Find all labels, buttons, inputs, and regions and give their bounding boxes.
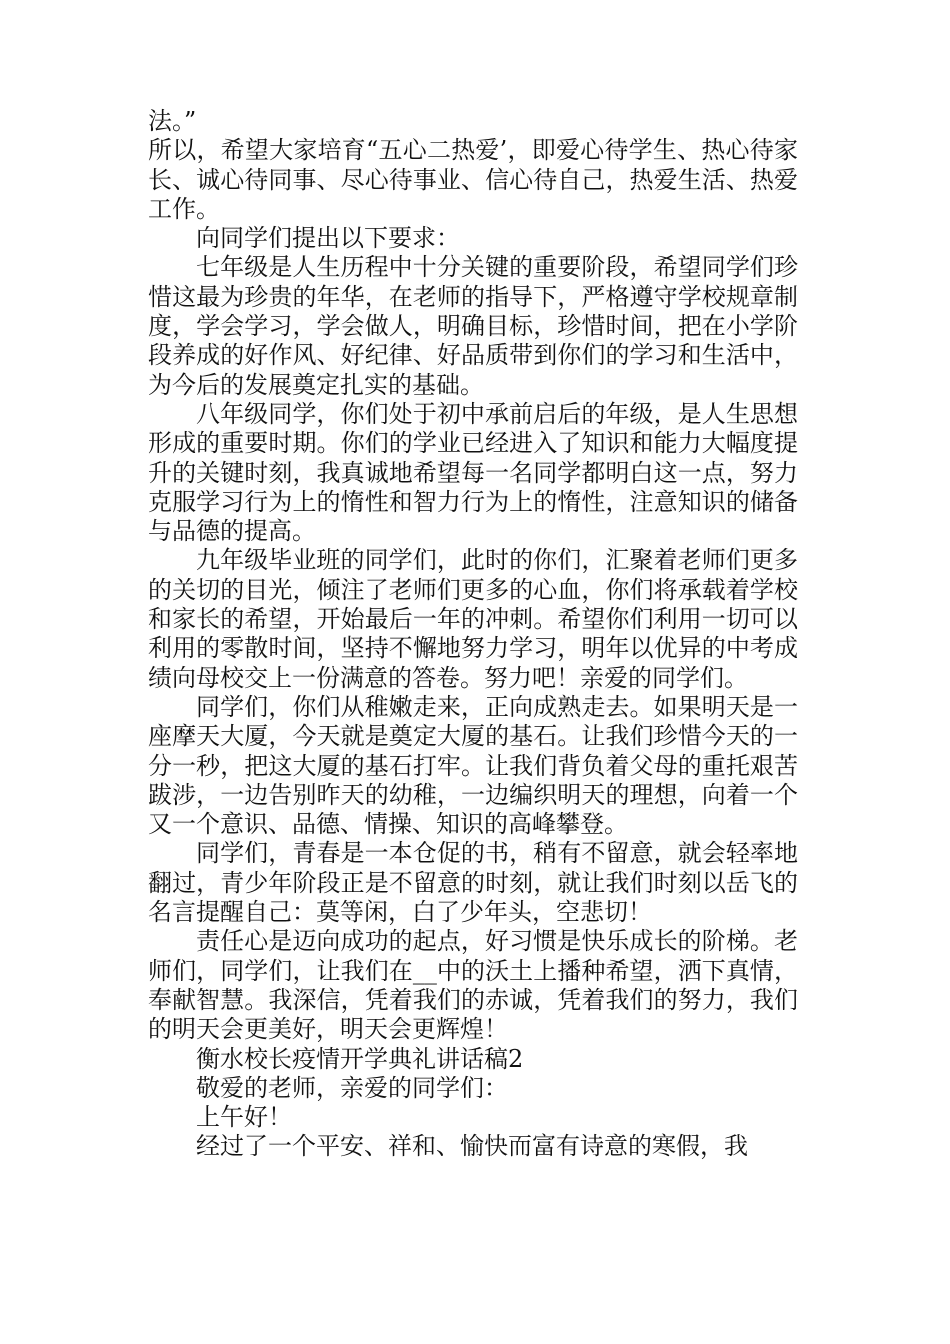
paragraph-1: 法。” xyxy=(148,107,197,135)
section-title: 衡水校长疫情开学典礼讲话稿2 xyxy=(196,1044,524,1073)
paragraph-4: 七年级是人生历程中十分关键的重要阶段，希望同学们珍惜这最为珍贵的年华，在老师的指导下，严格遵守学校规章制度，学会学习，学会做人，明确目标，珍惜时间，把在小学阶段养成的好作风、好纪律、好品质带到你们的学习和生活中，为今后的发展奠定扎实的基础。 xyxy=(148,253,798,399)
salutation: 敬爱的老师，亲爱的同学们： xyxy=(196,1073,508,1102)
paragraph-8: 同学们，青春是一本仓促的书，稍有不留意，就会轻率地翻过，青少年阶段正是不留意的时刻，就让我们时刻以岳飞的名言提醒自己：莫等闲，白了少年头，空悲切！ xyxy=(148,839,798,927)
document-page xyxy=(148,107,798,1162)
paragraph-6: 九年级毕业班的同学们，此时的你们，汇聚着老师们更多的关切的目光，倾注了老师们更多的心血，你们将承载着学校和家长的希望，开始最后一年的冲刺。希望你们利用一切可以利用的零散时间，坚持不懈地努力学习，明年以优异的中考成绩向母校交上一份满意的答卷。努力吧！亲爱的同学们。 xyxy=(148,546,798,692)
paragraph-5: 八年级同学，你们处于初中承前启后的年级，是人生思想形成的重要时期。你们的学业已经进入了知识和能力大幅度提升的关键时刻，我真诚地希望每一名同学都明白这一点，努力克服学习行为上的惰性和智力行为上的惰性，注意知识的储备与品德的提高。 xyxy=(148,399,798,546)
paragraph-2: 所以，希望大家培育“五心二热爱’，即爱心待学生、热心待家长、诚心待同事、尽心待事业、信心待自己，热爱生活、热爱工作。 xyxy=(148,136,798,223)
paragraph-3: 向同学们提出以下要求： xyxy=(196,224,460,253)
greeting: 上午好！ xyxy=(196,1103,292,1132)
paragraph-7: 同学们，你们从稚嫩走来，正向成熟走去。如果明天是一座摩天大厦，今天就是奠定大厦的基石。让我们珍惜今天的一分一秒，把这大厦的基石打牢。让我们背负着父母的重托艰苦跋涉，一边告别昨天的幼稚，一边编织明天的理想，向着一个又一个意识、品德、情操、知识的高峰攀登。 xyxy=(148,692,798,839)
paragraph-9: 责任心是迈向成功的起点，好习惯是快乐成长的阶梯。老师们，同学们，让我们在__中的沃土上播种希望，洒下真情，奉献智慧。我深信，凭着我们的赤诚，凭着我们的努力，我们的明天会更美好，明天会更辉煌！ xyxy=(148,927,798,1044)
paragraph-13: 经过了一个平安、祥和、愉快而富有诗意的寒假，我 xyxy=(196,1132,748,1161)
